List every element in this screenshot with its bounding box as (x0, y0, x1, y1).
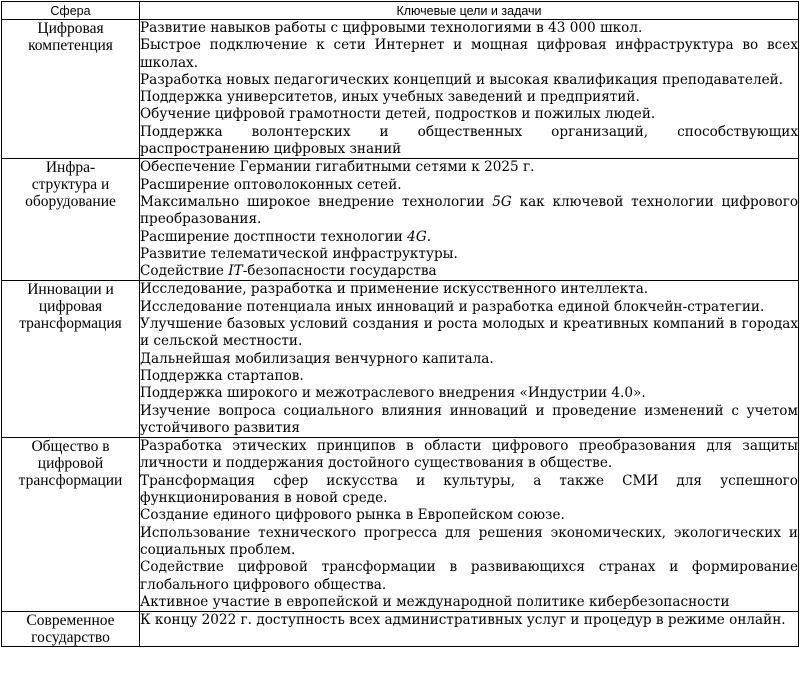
goal-item: Содействие цифровой трансформации в развивающихся странах и формирование глобального цифрового общества. (140, 559, 798, 593)
table-row (2, 438, 799, 612)
sphere-cell: Инновации и цифровая трансформация (2, 281, 140, 438)
goal-item: Обучение цифровой грамотности детей, подростков и пожилых людей. (140, 106, 656, 123)
italic-term: IT (228, 263, 243, 280)
goals-cell (140, 281, 799, 438)
goal-item: Исследование потенциала иных инноваций и разработка единой блокчейн-стратегии. (140, 298, 765, 315)
goal-item: Развитие телематической инфраструктуры. (140, 245, 458, 262)
italic-term: 4G (407, 228, 427, 245)
goal-item: Поддержка университетов, иных учебных заведений и предприятий. (140, 89, 640, 106)
goal-item: Поддержка стартапов. (140, 367, 304, 384)
goals-table (1, 1, 799, 647)
goal-item: Поддержка волонтерских и общественных организаций, способствующих распространению цифровых знаний (140, 123, 798, 158)
goal-item: Трансформация сфер искусства и культуры, а также СМИ для успешного функционирования в новой среде. (140, 472, 798, 507)
goals-cell (140, 438, 799, 612)
goal-item: Быстрое подключение к сети Интернет и мощная цифровая инфраструктура во всех школах. (140, 37, 798, 71)
sphere-cell: Современное государство (2, 612, 140, 647)
goal-item: Исследование, разработка и применение искусственного интеллекта. (140, 281, 649, 298)
goal-item: Содействие IT-безопасности государства (140, 263, 437, 280)
header-goals: Ключевые цели и задачи (140, 2, 799, 20)
header-sphere: Сфера (2, 2, 140, 20)
header-row (2, 2, 799, 20)
goal-item: Изучение вопроса социального влияния инноваций и проведение изменений с учетом устойчивого развития (140, 402, 798, 436)
goals-cell (140, 20, 799, 159)
table-row (2, 281, 799, 438)
sphere-cell: Общество в цифровой трансформации (2, 438, 140, 612)
goal-item: Расширение достпности технологии 4G. (140, 228, 432, 245)
goals-cell (140, 159, 799, 281)
goal-item: Максимально широкое внедрение технологии 5G как ключевой технологии цифрового преобразования. (140, 193, 798, 228)
goal-item: Разработка новых педагогических концепций и высокая квалификация преподавателей. (140, 71, 784, 88)
goal-item: Развитие навыков работы с цифровыми технологиями в 43 000 школ. (140, 20, 643, 36)
sphere-cell: Цифровая компетенция (2, 20, 140, 159)
goals-cell (140, 612, 799, 647)
goal-item: Создание единого цифрового рынка в Европейском союзе. (140, 507, 565, 524)
goal-item: Активное участие в европейской и международной политике кибербезопасности (140, 593, 730, 610)
goal-item: К концу 2022 г. доступность всех административных услуг и процедур в режиме онлайн. (140, 612, 786, 629)
goal-item: Поддержка широкого и межотраслевого внедрения «Индустрии 4.0». (140, 385, 646, 402)
sphere-cell: Инфра-структура и оборудование (2, 159, 140, 281)
table-row (2, 20, 799, 159)
goal-item: Расширение оптоволоконных сетей. (140, 176, 402, 193)
goal-item: Дальнейшая мобилизация венчурного капитала. (140, 350, 494, 367)
goal-item: Использование технического прогресса для решения экономических, экологических и социальных проблем. (140, 524, 798, 558)
goal-item: Обеспечение Германии гигабитными сетями к 2025 г. (140, 159, 535, 176)
goal-item: Разработка этических принципов в области цифрового преобразования для защиты личности и поддержания достойного существования в обществе. (140, 438, 798, 472)
goal-item: Улучшение базовых условий создания и роста молодых и креативных компаний в городах и сельской местности. (140, 316, 798, 350)
table-row (2, 159, 799, 281)
table-row (2, 612, 799, 647)
italic-term: 5G (492, 193, 512, 210)
